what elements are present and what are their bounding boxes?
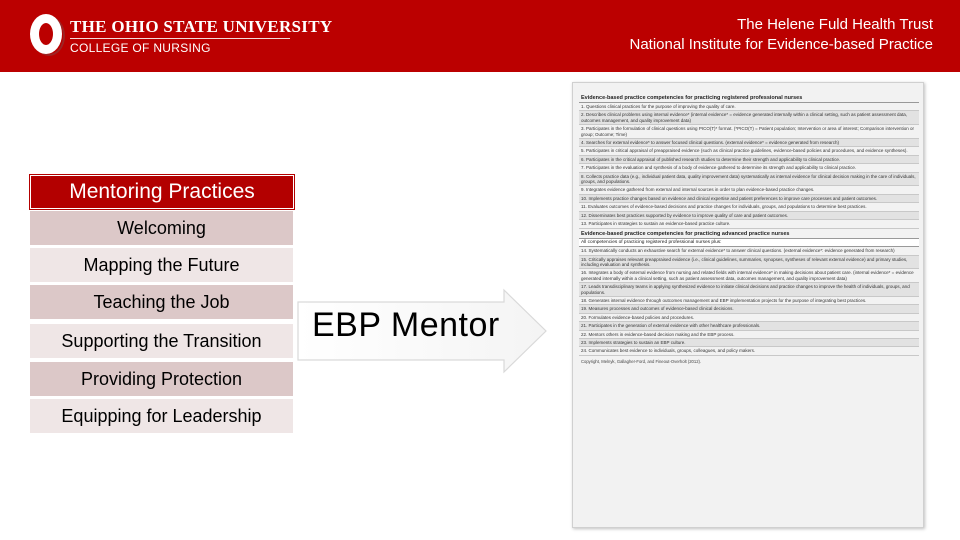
university-name: THE OHIO STATE UNIVERSITY: [70, 17, 333, 36]
doc-row: 10. Implements practice changes based on evidence and clinical expertise and patient preferences to improve care processes and patient outcomes.: [579, 195, 919, 203]
practice-teaching-the-job: Teaching the Job: [30, 285, 293, 319]
doc-row: 6. Participates in the critical appraisal of published research studies to determine their strength and applicability to clinical practice.: [579, 156, 919, 164]
doc-row: 2. Describes clinical problems using internal evidence* (internal evidence* = evidence generated internally within a clinical setting, such as patient assessment data, outcomes management, and quality improvement data): [579, 111, 919, 125]
doc-row: 9. Integrates evidence gathered from external and internal sources in order to plan evidence-based practice changes.: [579, 186, 919, 194]
doc-row: 21. Participates in the generation of external evidence with other healthcare professionals.: [579, 322, 919, 330]
doc-row: 22. Mentors others in evidence-based decision making and the EBP process.: [579, 331, 919, 339]
competencies-document: [572, 82, 924, 528]
doc-header-rn: Evidence-based practice competencies for practicing registered professional nurses: [579, 93, 919, 103]
practice-mapping-the-future: Mapping the Future: [30, 248, 293, 282]
trust-line-1: The Helene Fuld Health Trust: [737, 16, 933, 33]
practice-equipping-for-leadership: Equipping for Leadership: [30, 399, 293, 433]
doc-row: 24. Communicates best evidence to individuals, groups, colleagues, and policy makers.: [579, 347, 919, 355]
practice-supporting-the-transition: Supporting the Transition: [30, 324, 293, 358]
doc-row: 1. Questions clinical practices for the purpose of improving the quality of care.: [579, 103, 919, 111]
doc-copyright: Copyright, Melnyk, Gallagher-Ford, and Fineout-Overholt (2012).: [581, 358, 702, 364]
trust-title: [630, 15, 934, 55]
doc-row: 3. Participates in the formulation of clinical questions using PICO(T)* format. (*PICO(T) = Patient population; Intervention or area of interest; Comparison intervention or group; Outcome; Time): [579, 125, 919, 139]
doc-row: 18. Generates internal evidence through outcomes management and EBP implementation projects for the purpose of integrating best practices.: [579, 297, 919, 305]
doc-row: 19. Measures processes and outcomes of evidence-based clinical decisions.: [579, 305, 919, 313]
practice-welcoming: Welcoming: [30, 211, 293, 245]
doc-row: 11. Evaluates outcomes of evidence-based decisions and practice changes for individuals, groups, and populations to determine best practices.: [579, 203, 919, 211]
doc-row: 14. Systematically conducts an exhaustive search for external evidence* to answer clinical questions. (external evidence*: evidence generated from research): [579, 247, 919, 255]
doc-row: 13. Participates in strategies to sustain an evidence-based practice culture.: [579, 220, 919, 228]
doc-header-apn: Evidence-based practice competencies for practicing advanced practice nurses: [579, 229, 919, 239]
trust-line-2: National Institute for Evidence-based Practice: [629, 36, 933, 53]
doc-row: 17. Leads transdisciplinary teams in applying synthesized evidence to initiate clinical decisions and practice changes to improve the health of individuals, groups, and populations.: [579, 283, 919, 297]
doc-row: 15. Critically appraises relevant preappraised evidence (i.e., clinical guidelines, summaries, synopses, syntheses of relevant external evidence) and primary studies, including evaluation and synthesis.: [579, 256, 919, 270]
header-banner: [0, 0, 960, 72]
practice-providing-protection: Providing Protection: [30, 362, 293, 396]
doc-row: 16. Integrates a body of external evidence from nursing and related fields with internal evidence* in making decisions about patient care. (internal evidence* = evidence generated internally within a clinical setting, such as patient assessment data, outcomes management, and quality improvement data): [579, 269, 919, 283]
doc-row: 8. Collects practice data (e.g., individual patient data, quality improvement data) systematically as internal evidence for clinical decision making in the care of individuals, groups, and populations.: [579, 173, 919, 187]
doc-row: 12. Disseminates best practices supported by evidence to improve quality of care and patient outcomes.: [579, 212, 919, 220]
mentoring-practices-title: Mentoring Practices: [30, 175, 294, 209]
doc-row: 4. Searches for external evidence* to answer focused clinical questions. (external evidence* = evidence generated from research): [579, 139, 919, 147]
ebp-mentor-label: EBP Mentor: [312, 306, 500, 344]
divider: [70, 38, 290, 39]
doc-row: 23. Implements strategies to sustain an EBP culture.: [579, 339, 919, 347]
doc-subheader: All competencies of practicing registered professional nurses plus:: [579, 239, 919, 248]
doc-row: 5. Participates in critical appraisal of preappraised evidence (such as clinical practice guidelines, evidence-based policies and procedures, and evidence syntheses).: [579, 147, 919, 155]
osu-logo-icon: [30, 14, 62, 54]
doc-row: 20. Formulates evidence-based policies and procedures.: [579, 314, 919, 322]
college-name: COLLEGE OF NURSING: [70, 41, 211, 55]
doc-row: 7. Participates in the evaluation and synthesis of a body of evidence gathered to determine its strength and applicability to clinical practice.: [579, 164, 919, 172]
